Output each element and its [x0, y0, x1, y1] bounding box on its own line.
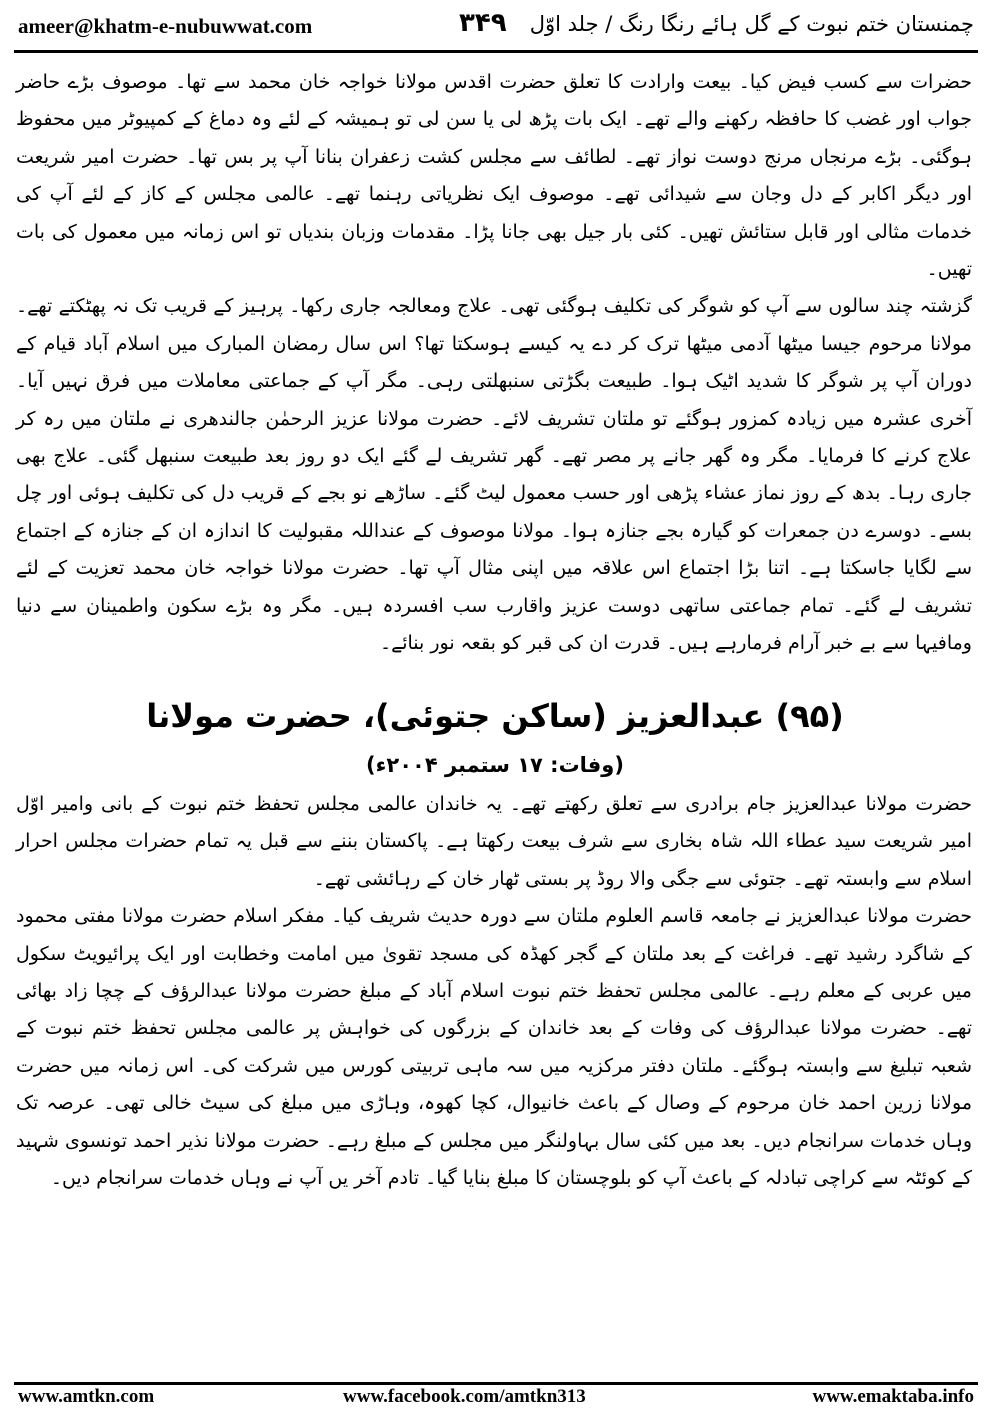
death-date-subheading: (وفات: ۱۷ ستمبر ۲۰۰۴ء): [366, 753, 624, 777]
footer-facebook-link[interactable]: www.facebook.com/amtkn313: [343, 1386, 586, 1407]
paragraph: حضرت مولانا عبدالعزیز جام برادری سے تعلق رکھتے تھے۔ یہ خاندان عالمی مجلس تحفظ ختم نبوت کے بانی وامیر اوّل امیر شریعت سید عطاء اللہ شاہ بخاری سے شرف بیعت رکھتا ہے۔ پاکستان بننے سے قبل یہ تمام حضرات مجلس احرار اسلام سے وابستہ تھے۔ جتوئی سے جگی والا روڈ پر بستی ٹھار خان کے رہائشی تھے۔: [16, 793, 972, 890]
header-email-link[interactable]: ameer@khatm-e-nubuwwat.com: [18, 14, 313, 38]
footer-maktaba-link[interactable]: www.emaktaba.info: [812, 1386, 974, 1407]
footer-divider: [14, 1382, 978, 1385]
body-text-section-1: [16, 64, 972, 663]
footer-website-link[interactable]: www.amtkn.com: [18, 1386, 155, 1407]
page-footer: [18, 1386, 974, 1416]
page-number: ۳۴۹: [459, 8, 507, 38]
header-divider: [14, 50, 978, 53]
page-header: [14, 8, 978, 50]
paragraph: حضرت مولانا عبدالعزیز نے جامعہ قاسم العلوم ملتان سے دورہ حدیث شریف کیا۔ مفکر اسلام حضرت مولانا مفتی محمود کے شاگرد رشید تھے۔ فراغت کے بعد ملتان کے گجر کھڈہ کی مسجد تقویٰ میں امامت وخطابت اور ایک پرائیویٹ سکول میں عربی کے معلم رہے۔ عالمی مجلس تحفظ ختم نبوت اسلام آباد کے مبلغ حضرت مولانا عبدالرؤف کے چچا زاد بھائی تھے۔ حضرت مولانا عبدالرؤف کی وفات کے بعد خاندان کے بزرگوں کی خواہش پر عالمی مجلس تحفظ ختم نبوت کے شعبہ تبلیغ سے وابستہ ہوگئے۔ ملتان دفتر مرکزیہ میں سہ ماہی تربیتی کورس میں شرکت کی۔ اس زمانہ میں حضرت مولانا زرین احمد خان مرحوم کے وصال کے باعث خانیوال، کچا کھوہ، وہاڑی میں مبلغ کی سیٹ خالی تھی۔ عرصہ تک وہاں خدمات سرانجام دیں۔ بعد میں کئی سال بہاولنگر میں مجلس کے مبلغ رہے۔ حضرت مولانا نذیر احمد تونسوی شہید کے کوئٹہ سے کراچی تبادلہ کے باعث آپ کو بلوچستان کا مبلغ بنایا گیا۔ تادم آخر یں آپ نے وہاں خدمات سرانجام دیں۔: [16, 905, 972, 1190]
paragraph: حضرات سے کسب فیض کیا۔ بیعت وارادت کا تعلق حضرت اقدس مولانا خواجہ خان محمد سے تھا۔ موصوف بڑے حاضر جواب اور غضب کا حافظہ رکھنے والے تھے۔ ایک بات پڑھ لی یا سن لی تو ہمیشہ کے لئے وہ دماغ کے کمپیوٹر میں محفوظ ہوگئی۔ بڑے مرنجاں مرنج دوست نواز تھے۔ لطائف سے مجلس کشت زعفران بنانا آپ پر بس تھا۔ حضرت امیر شریعت اور دیگر اکابر کے دل وجان سے شیدائی تھے۔ موصوف ایک نظریاتی رہنما تھے۔ عالمی مجلس کے کاز کے لئے آپ کی خدمات مثالی اور قابل ستائش تھیں۔ کئی بار جیل بھی جانا پڑا۔ مقدمات وزبان بندیاں تو اس زمانہ میں معمول کی بات تھیں۔: [16, 71, 972, 281]
book-title: چمنستان ختم نبوت کے گل ہائے رنگا رنگ / جلد اوّل: [529, 12, 974, 36]
section-heading: (۹۵) عبدالعزیز (ساکن جتوئی)، حضرت مولانا: [146, 697, 844, 735]
body-text-section-2: [16, 786, 972, 1197]
paragraph: گزشتہ چند سالوں سے آپ کو شوگر کی تکلیف ہوگئی تھی۔ علاج ومعالجہ جاری رکھا۔ پرہیز کے قریب تک نہ پھٹکتے تھے۔ مولانا مرحوم جیسا میٹھا آدمی میٹھا ترک کر دے یہ کیسے ہوسکتا تھا؟ اس سال رمضان المبارک میں اسلام آباد قیام کے دوران آپ پر شوگر کا شدید اٹیک ہوا۔ طبیعت بگڑتی سنبھلتی رہی۔ مگر آپ کے جماعتی معاملات میں فرق نہیں آیا۔ آخری عشرہ میں زیادہ کمزور ہوگئے تو ملتان تشریف لائے۔ حضرت مولانا عزیز الرحمٰن جالندھری نے ملتان میں رہ کر علاج کرنے کا فرمایا۔ مگر وہ گھر جانے پر مصر تھے۔ گھر تشریف لے گئے ایک دو روز بعد طبیعت سنبھل گئی۔ علاج بھی جاری رہا۔ بدھ کے روز نماز عشاء پڑھی اور حسب معمول لیٹ گئے۔ ساڑھے نو بجے کے قریب دل کی تکلیف ہوئی اور چل بسے۔ دوسرے دن جمعرات کو گیارہ بجے جنازہ ہوا۔ مولانا موصوف کے عنداللہ مقبولیت کا اندازہ ان کے جنازہ کے اجتماع سے لگایا جاسکتا ہے۔ اتنا بڑا اجتماع اس علاقہ میں اپنی مثال آپ تھا۔ حضرت مولانا خواجہ خان محمد تعزیت کے لئے تشریف لے گئے۔ تمام جماعتی ساتھی دوست عزیز واقارب سب افسردہ ہیں۔ مگر وہ بڑے سکون واطمینان سے دنیا ومافیہا سے بے خبر آرام فرمارہے ہیں۔ قدرت ان کی قبر کو بقعہ نور بنائے۔: [16, 295, 972, 655]
